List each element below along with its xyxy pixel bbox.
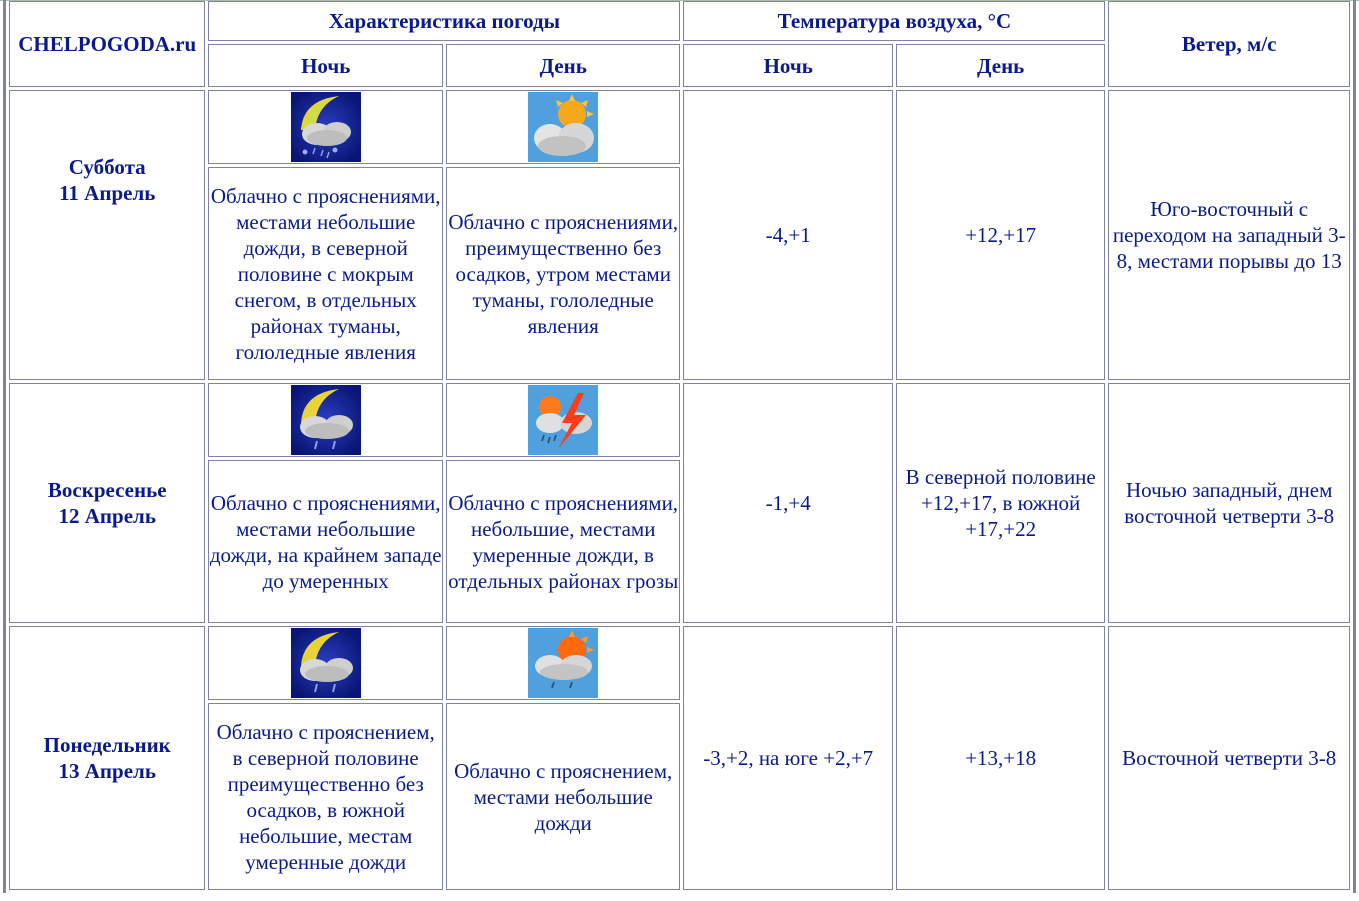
wind-cell <box>1108 90 1350 380</box>
day-icon-cell <box>446 383 681 457</box>
wind-text: Юго-восточный с переходом на западный 3-8, местами порывы до 13 <box>1112 197 1346 273</box>
sun-cloud-icon <box>528 92 598 162</box>
site-brand[interactable]: CHELPOGODA.ru <box>9 1 205 87</box>
weekday: Понедельник <box>43 733 171 757</box>
temp-day-header: День <box>896 44 1105 87</box>
temp-night-cell: -1,+4 <box>683 383 892 623</box>
date-cell <box>9 626 205 890</box>
date: 12 Апрель <box>58 504 156 528</box>
wind-cell: Ночью западный, днем восточной четверти 3-8 <box>1108 383 1350 623</box>
wind-cell: Восточной четверти 3-8 <box>1108 626 1350 890</box>
forecast-row-icons <box>9 90 1350 164</box>
header-row-1 <box>9 1 1350 41</box>
air-temperature-header: Температура воздуха, °С <box>683 1 1105 41</box>
forecast-row-icons <box>9 626 1350 700</box>
date-cell <box>9 90 205 380</box>
moon-cloud-rain-icon <box>291 628 361 698</box>
night-icon-cell <box>208 383 443 457</box>
night-description: Облачно с прояснениями, местами небольшие дожди, в северной половине с мокрым снегом, в отдельных районах туманы, гололедные явления <box>208 167 443 380</box>
forecast-table <box>3 0 1356 893</box>
night-description: Облачно с прояснениями, местами небольшие дожди, на крайнем западе до умеренных <box>208 460 443 623</box>
weather-night-header: Ночь <box>208 44 443 87</box>
night-icon-cell <box>208 90 443 164</box>
temp-night-cell: -3,+2, на юге +2,+7 <box>683 626 892 890</box>
day-description: Облачно с прояснениями, небольшие, местами умеренные дожди, в отдельных районах грозы <box>446 460 681 623</box>
temp-day-cell: В северной половине +12,+17, в южной +17,+22 <box>896 383 1105 623</box>
weekday: Суббота <box>68 155 146 179</box>
day-icon-cell <box>446 90 681 164</box>
night-description: Облачно с прояснением, в северной половине преимущественно без осадков, в южной небольшие, местам умеренные дожди <box>208 703 443 890</box>
sun-cloud-rain-icon <box>528 628 598 698</box>
day-icon-cell <box>446 626 681 700</box>
night-icon-cell <box>208 626 443 700</box>
temp-night-header: Ночь <box>683 44 892 87</box>
date: 13 Апрель <box>58 759 156 783</box>
moon-cloud-rain-snow-icon <box>291 92 361 162</box>
weather-day-header: День <box>446 44 681 87</box>
weekday: Воскресенье <box>47 478 167 502</box>
temp-day-cell: +12,+17 <box>896 90 1105 380</box>
forecast-row-icons <box>9 383 1350 457</box>
day-description: Облачно с прояснением, местами небольшие дожди <box>446 703 681 890</box>
date: 11 Апрель <box>59 181 156 205</box>
day-description: Облачно с прояснениями, преимущественно без осадков, утром местами туманы, гололедные явления <box>446 167 681 380</box>
wind-header: Ветер, м/с <box>1108 1 1350 87</box>
weather-characteristics-header: Характеристика погоды <box>208 1 680 41</box>
temp-day-cell: +13,+18 <box>896 626 1105 890</box>
moon-cloud-rain-icon <box>291 385 361 455</box>
date-cell <box>9 383 205 623</box>
temp-night-cell: -4,+1 <box>683 90 892 380</box>
sun-cloud-thunderstorm-icon <box>528 385 598 455</box>
